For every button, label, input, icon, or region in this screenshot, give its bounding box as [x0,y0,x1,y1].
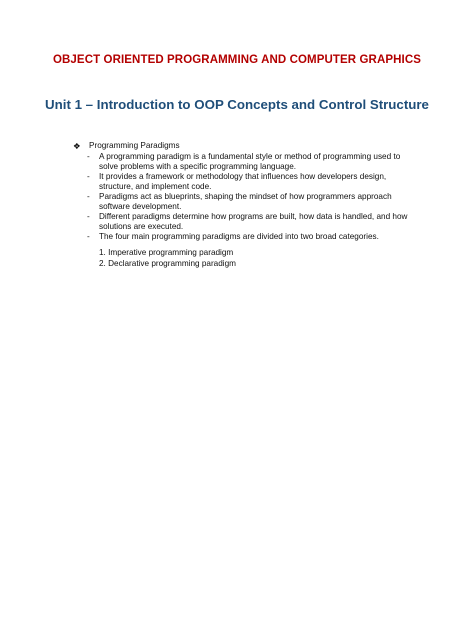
numbered-item: 2. Declarative programming paradigm [99,258,236,268]
bullet-list [87,152,413,242]
list-item: - Different paradigms determine how programs are built, how data is handled, and how solutions are executed. [87,212,408,231]
section-programming-paradigms [73,141,413,269]
diamond-bullet-icon: ❖ [73,141,81,151]
section-heading [73,141,413,151]
numbered-list [99,248,413,269]
list-item-text: Different paradigms determine how programs are built, how data is handled, and how solutions are executed. [99,212,408,231]
list-item: - A programming paradigm is a fundamental style or method of programming used to solve problems with a specific programming language. [87,152,401,171]
document-title: OBJECT ORIENTED PROGRAMMING AND COMPUTER GRAPHICS [52,54,421,66]
section-heading-text: Programming Paradigms [89,141,180,150]
list-item: - It provides a framework or methodology that influences how developers design, structure, and implement code. [87,172,387,191]
list-item: - The four main programming paradigms are divided into two broad categories. [87,232,379,241]
list-item-text: Paradigms act as blueprints, shaping the mindset of how programmers approach software development. [99,192,392,211]
list-item-text: A programming paradigm is a fundamental style or method of programming used to solve problems with a specific programming language. [99,152,401,171]
unit-title: Unit 1 – Introduction to OOP Concepts and Control Structure [45,97,429,112]
numbered-item: 1. Imperative programming paradigm [99,248,234,257]
list-item: - Paradigms act as blueprints, shaping the mindset of how programmers approach software development. [87,192,392,211]
list-item-text: The four main programming paradigms are divided into two broad categories. [99,232,379,241]
list-item-text: It provides a framework or methodology that influences how developers design, structure, and implement code. [99,172,387,191]
